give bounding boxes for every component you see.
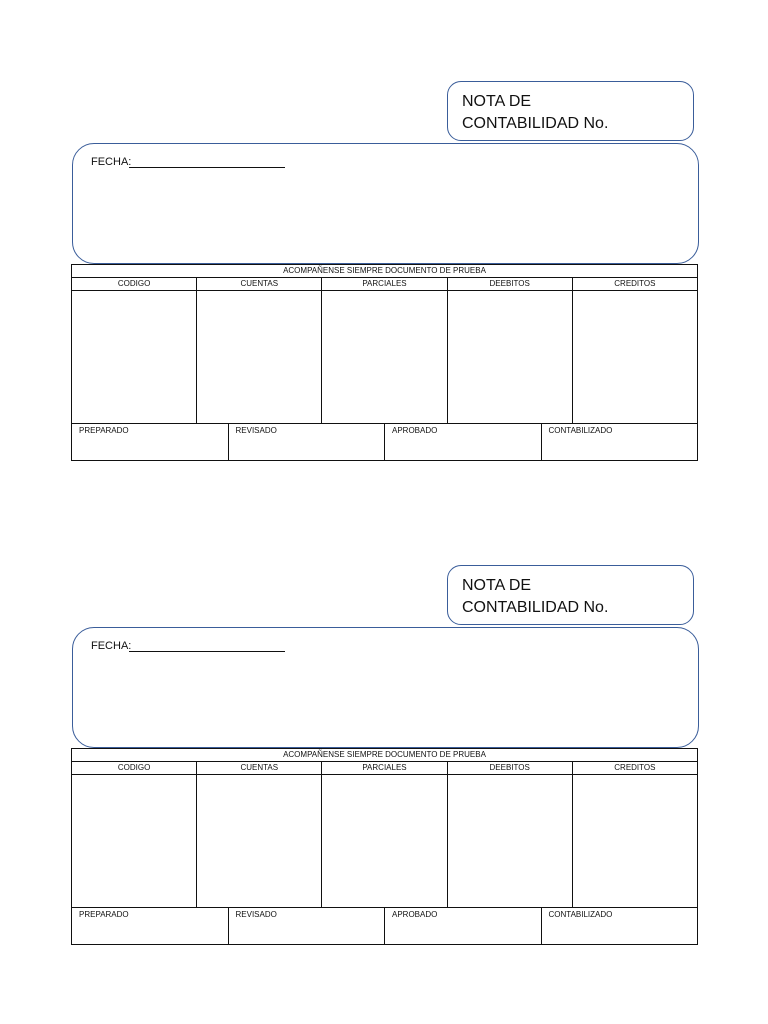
cuentas-cell[interactable]	[197, 775, 322, 908]
column-header-debitos: DEEBITOS	[447, 762, 572, 775]
accounting-note-form-2	[0, 484, 768, 919]
fecha-blank-line[interactable]	[129, 651, 285, 652]
debitos-cell[interactable]	[447, 291, 572, 424]
column-header-creditos: CREDITOS	[572, 762, 697, 775]
column-header-cuentas: CUENTAS	[197, 278, 322, 291]
fecha-box	[72, 627, 699, 748]
nota-title-box	[447, 565, 694, 625]
cuentas-cell[interactable]	[197, 291, 322, 424]
column-header-creditos: CREDITOS	[572, 278, 697, 291]
accounting-note-form-1	[0, 0, 768, 435]
column-header-codigo: CODIGO	[72, 278, 197, 291]
column-header-parciales: PARCIALES	[322, 278, 447, 291]
fecha-label: FECHA:	[91, 640, 132, 652]
column-header-cuentas: CUENTAS	[197, 762, 322, 775]
nota-title-box	[447, 81, 694, 141]
nota-title-line1: NOTA DE	[462, 93, 532, 110]
signature-contabilizado[interactable]: CONTABILIZADO	[541, 424, 698, 461]
column-header-parciales: PARCIALES	[322, 762, 447, 775]
parciales-cell[interactable]	[322, 775, 447, 908]
nota-title-line2: CONTABILIDAD No.	[462, 115, 609, 132]
nota-title-line1: NOTA DE	[462, 577, 532, 594]
signature-preparado[interactable]: PREPARADO	[72, 908, 229, 945]
column-header-codigo: CODIGO	[72, 762, 197, 775]
fecha-label: FECHA:	[91, 156, 132, 168]
debitos-cell[interactable]	[447, 775, 572, 908]
accounts-table	[71, 264, 698, 424]
column-header-debitos: DEEBITOS	[447, 278, 572, 291]
fecha-box	[72, 143, 699, 264]
signatures-table	[71, 423, 698, 461]
codigo-cell[interactable]	[72, 775, 197, 908]
creditos-cell[interactable]	[572, 291, 697, 424]
accounts-table	[71, 748, 698, 908]
signature-revisado[interactable]: REVISADO	[228, 908, 385, 945]
signatures-table	[71, 907, 698, 945]
table-caption: ACOMPAÑENSE SIEMPRE DOCUMENTO DE PRUEBA	[72, 749, 698, 762]
signature-aprobado[interactable]: APROBADO	[385, 908, 542, 945]
signature-aprobado[interactable]: APROBADO	[385, 424, 542, 461]
codigo-cell[interactable]	[72, 291, 197, 424]
signature-preparado[interactable]: PREPARADO	[72, 424, 229, 461]
parciales-cell[interactable]	[322, 291, 447, 424]
table-caption: ACOMPAÑENSE SIEMPRE DOCUMENTO DE PRUEBA	[72, 265, 698, 278]
nota-title-line2: CONTABILIDAD No.	[462, 599, 609, 616]
fecha-blank-line[interactable]	[129, 167, 285, 168]
signature-revisado[interactable]: REVISADO	[228, 424, 385, 461]
signature-contabilizado[interactable]: CONTABILIZADO	[541, 908, 698, 945]
creditos-cell[interactable]	[572, 775, 697, 908]
